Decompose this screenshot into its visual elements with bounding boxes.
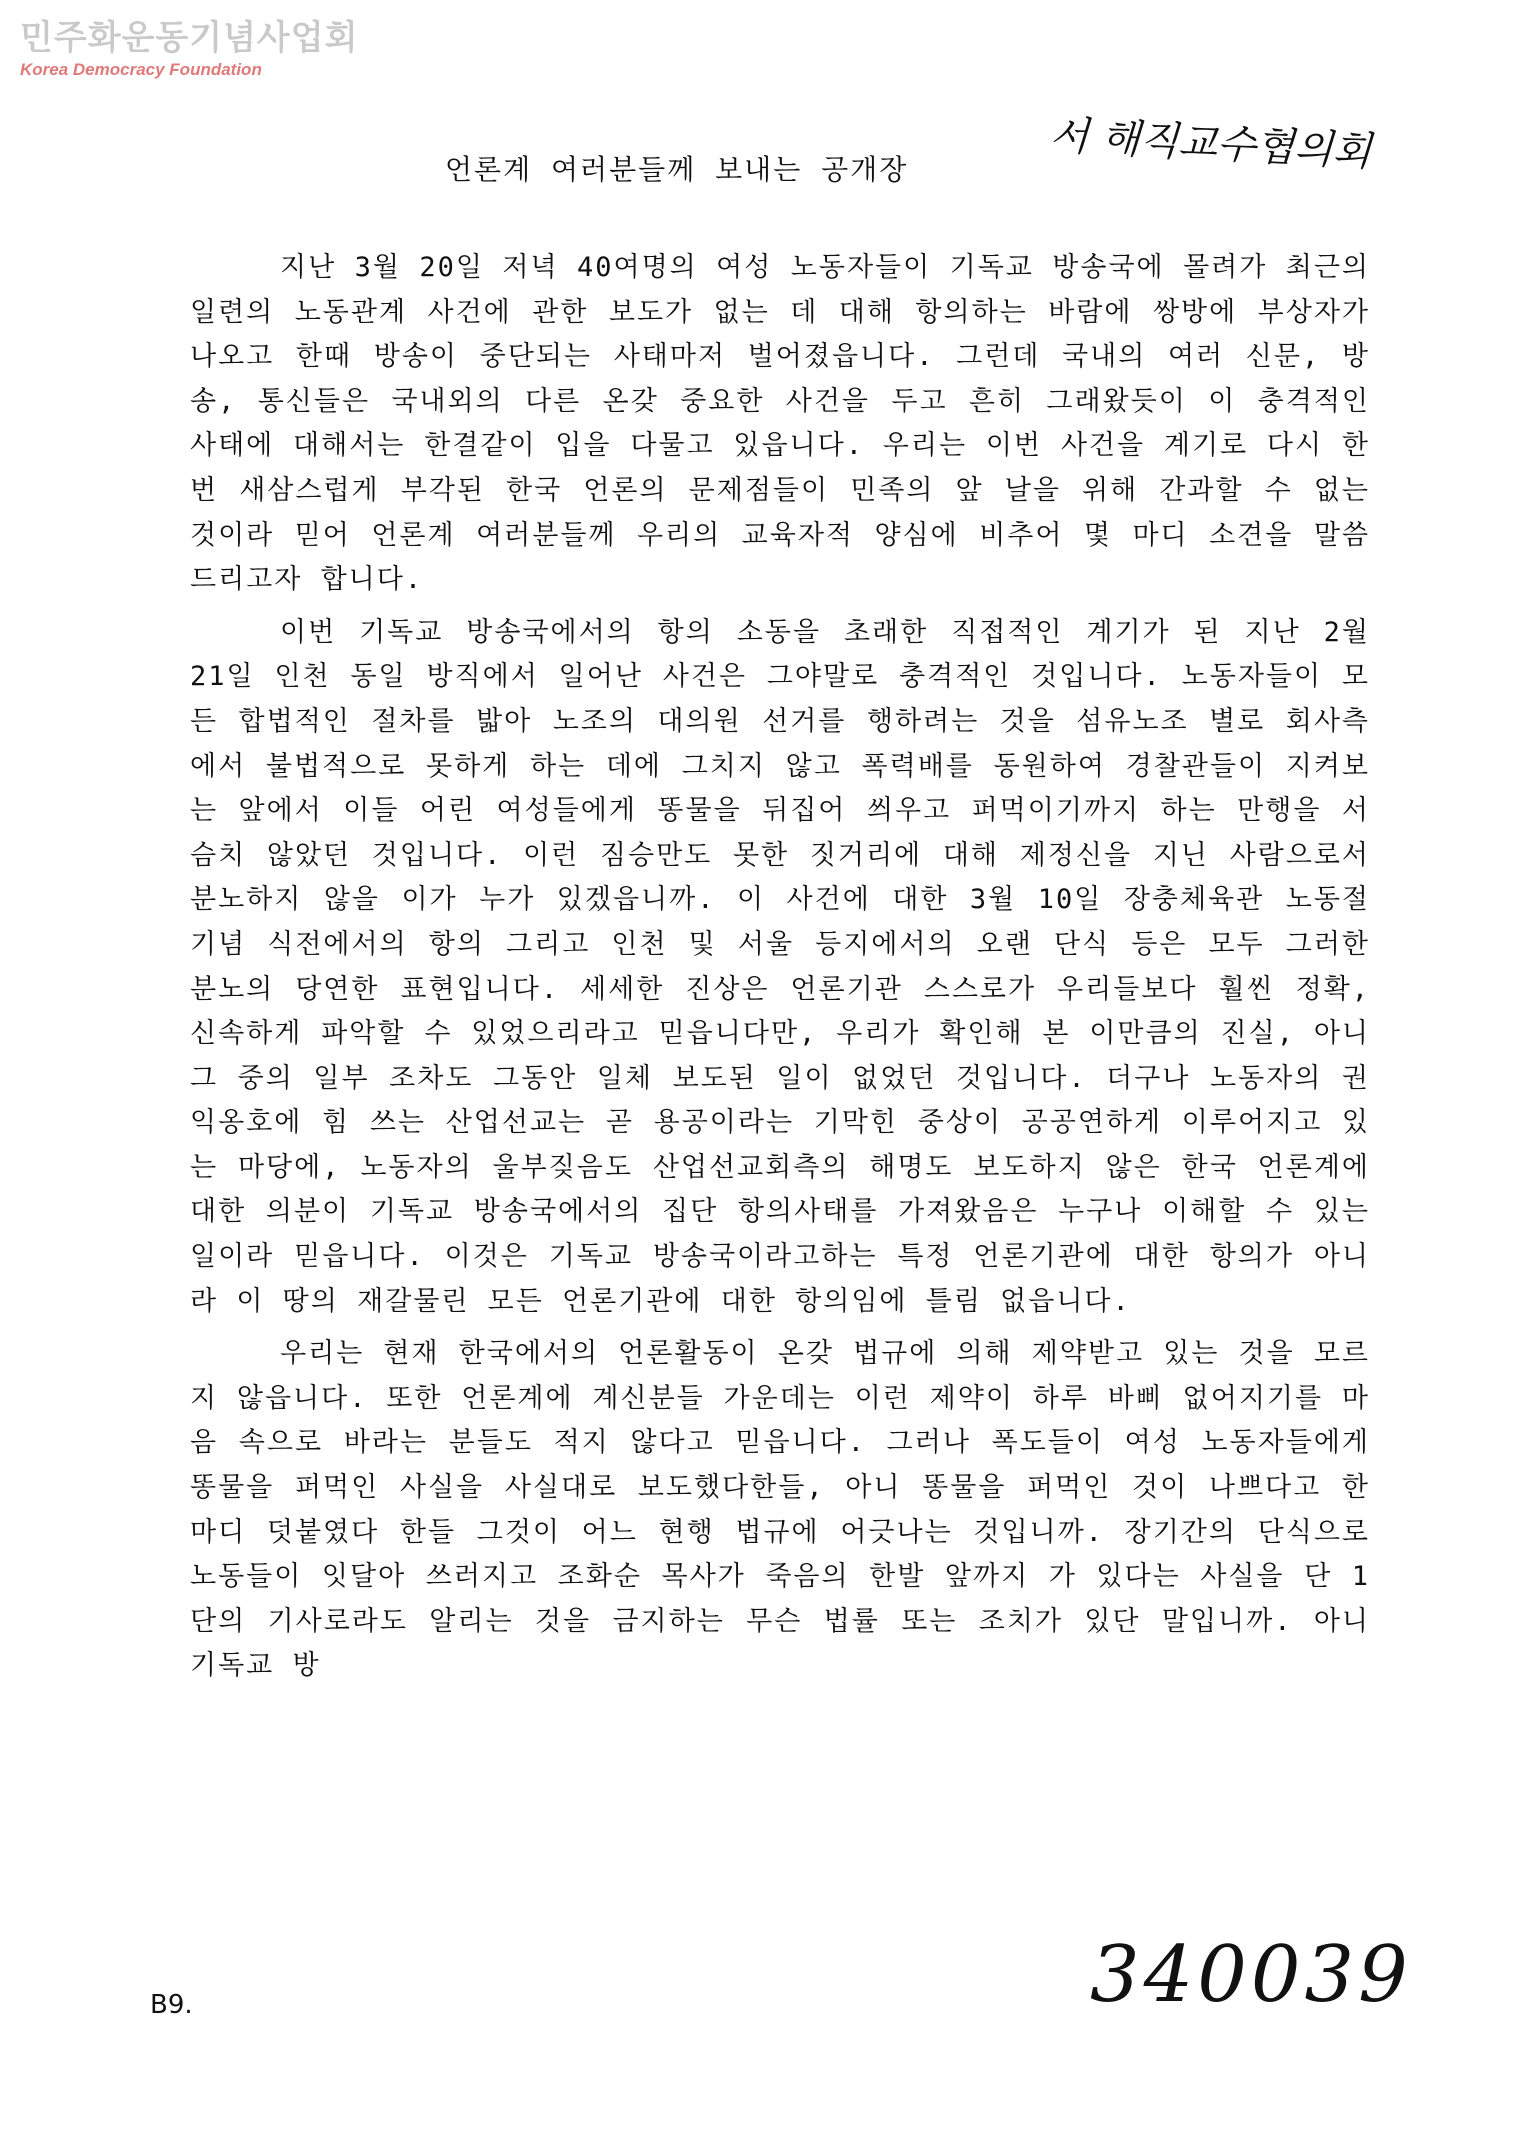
document-body [190,246,1370,1697]
paragraph-3: 우리는 현재 한국에서의 언론활동이 온갖 법규에 의해 제약받고 있는 것을 모르지 않읍니다. 또한 언론계에 계신분들 가운데는 이런 제약이 하루 바삐 없어지기를 마음 속으로 바라는 분들도 적지 않다고 믿읍니다. 그러나 폭도들이 여성 노동자들에게 똥물을 퍼먹인 사실을 사실대로 보도했다한들, 아니 똥물을 퍼먹인 것이 나쁘다고 한마디 덧붙였다 한들 그것이 어느 현행 법규에 어긋나는 것입니까. 장기간의 단식으로 노동들이 잇달아 쓰러지고 조화순 목사가 죽음의 한발 앞까지 가 있다는 사실을 단 1단의 기사로라도 알리는 것을 금지하는 무슨 법률 또는 조치가 있단 말입니까. 아니 기독교 방 [190,1338,1370,1682]
handwritten-annotation: 서 해직교수협의회 [1048,112,1373,176]
page-marker: B9. [150,1990,193,2020]
document-number: 340039 [1090,1930,1412,2020]
watermark-english: Korea Democracy Foundation [20,60,262,79]
document-title: 언론계 여러분들께 보내는 공개장 [445,153,909,186]
foundation-watermark [20,18,358,80]
watermark-korean: 민주화운동기념사업회 [20,18,359,58]
paragraph-2: 이번 기독교 방송국에서의 항의 소동을 초래한 직접적인 계기가 된 지난 2월 21일 인천 동일 방직에서 일어난 사건은 그야말로 충격적인 것입니다. 노동자들이 모든 합법적인 절차를 밟아 노조의 대의원 선거를 행하려는 것을 섬유노조 별로 회사측에서 불법적으로 못하게 하는 데에 그치지 않고 폭력배를 동원하여 경찰관들이 지켜보는 앞에서 이들 어린 여성들에게 똥물을 뒤집어 씌우고 퍼먹이기까지 하는 만행을 서슴치 않았던 것입니다. 이런 짐승만도 못한 짓거리에 대해 제정신을 지닌 사람으로서 분노하지 않을 이가 누가 있겠읍니까. 이 사건에 대한 3월 10일 장충체육관 노동절 기념 식전에서의 항의 그리고 인천 및 서울 등지에서의 오랜 단식 등은 모두 그러한 분노의 당연한 표현입니다. 세세한 진상은 언론기관 스스로가 우리들보다 훨씬 정확, 신속하게 파악할 수 있었으리라고 믿읍니다만, 우리가 확인해 본 이만큼의 진실, 아니 그 중의 일부 조차도 그동안 일체 보도된 일이 없었던 것입니다. 더구나 노동자의 권익옹호에 힘 쓰는 산업선교는 곧 용공이라는 기막힌 중상이 공공연하게 이루어지고 있는 마당에, 노동자의 울부짖음도 산업선교회측의 해명도 보도하지 않은 한국 언론계에 대한 의분이 기독교 방송국에서의 집단 항의사태를 가져왔음은 누구나 이해할 수 있는 일이라 믿읍니다. 이것은 기독교 방송국이라고하는 특정 언론기관에 대한 항의가 아니라 이 땅의 재갈물린 모든 언론기관에 대한 항의임에 틀림 없읍니다. [190,616,1370,1317]
paragraph-1: 지난 3월 20일 저녁 40여명의 여성 노동자들이 기독교 방송국에 몰려가 최근의 일련의 노동관계 사건에 관한 보도가 없는 데 대해 항의하는 바람에 쌍방에 부상자가 나오고 한때 방송이 중단되는 사태마저 벌어졌읍니다. 그런데 국내의 여러 신문, 방송, 통신들은 국내외의 다른 온갖 중요한 사건을 두고 흔히 그래왔듯이 이 충격적인 사태에 대해서는 한결같이 입을 다물고 있읍니다. 우리는 이번 사건을 계기로 다시 한 번 새삼스럽게 부각된 한국 언론의 문제점들이 민족의 앞 날을 위해 간과할 수 없는 것이라 믿어 언론계 여러분들께 우리의 교육자적 양심에 비추어 몇 마디 소견을 말씀드리고자 합니다. [190,252,1370,596]
